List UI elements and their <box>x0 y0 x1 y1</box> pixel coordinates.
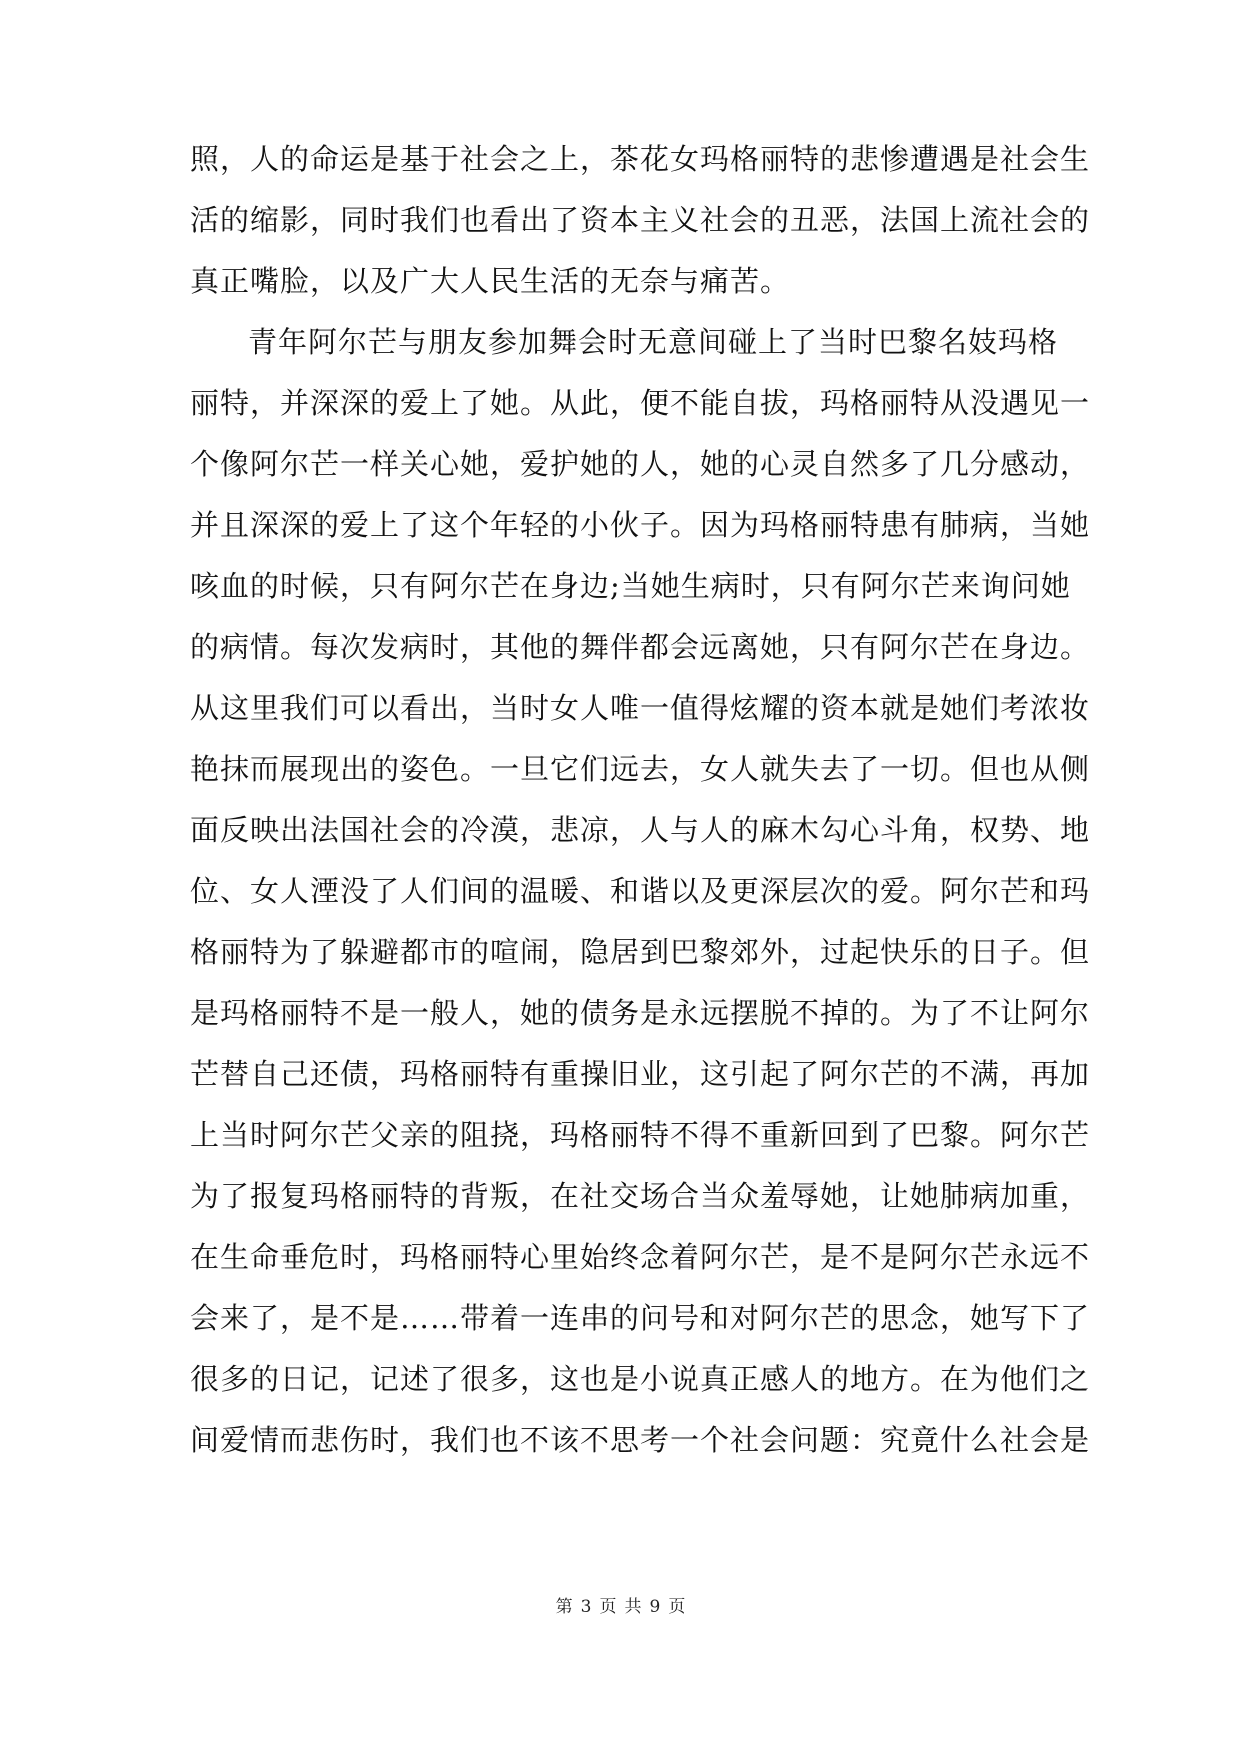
text-line: 很多的日记，记述了很多，这也是小说真正感人的地方。在为他们之 <box>190 1362 1091 1396</box>
text-line: 会来了，是不是……带着一连串的问号和对阿尔芒的思念，她写下了 <box>190 1301 1091 1335</box>
text-line: 青年阿尔芒与朋友参加舞会时无意间碰上了当时巴黎名妓玛格 <box>248 325 1059 359</box>
page-footer <box>0 1596 1241 1618</box>
text-line: 真正嘴脸，以及广大人民生活的无奈与痛苦。 <box>190 264 791 298</box>
text-line: 活的缩影，同时我们也看出了资本主义社会的丑恶，法国上流社会的 <box>190 203 1091 237</box>
current-page-number: 3 <box>580 1597 592 1617</box>
footer-total-word: 共 <box>624 1597 642 1617</box>
text-line: 是玛格丽特不是一般人，她的债务是永远摆脱不掉的。为了不让阿尔 <box>190 996 1091 1030</box>
text-line: 面反映出法国社会的冷漠，悲凉，人与人的麻木勾心斗角，权势、地 <box>190 813 1091 847</box>
footer-prefix: 第 <box>555 1597 573 1617</box>
text-line: 艳抹而展现出的姿色。一旦它们远去，女人就失去了一切。但也从侧 <box>190 752 1091 786</box>
text-line: 芒替自己还债，玛格丽特有重操旧业，这引起了阿尔芒的不满，再加 <box>190 1057 1091 1091</box>
total-pages-number: 9 <box>649 1597 661 1617</box>
text-line: 上当时阿尔芒父亲的阻挠，玛格丽特不得不重新回到了巴黎。阿尔芒 <box>190 1118 1091 1152</box>
text-line: 并且深深的爱上了这个年轻的小伙子。因为玛格丽特患有肺病，当她 <box>190 508 1091 542</box>
text-line: 丽特，并深深的爱上了她。从此，便不能自拔，玛格丽特从没遇见一 <box>190 386 1091 420</box>
text-line: 格丽特为了躲避都市的喧闹，隐居到巴黎郊外，过起快乐的日子。但 <box>190 935 1091 969</box>
text-line: 从这里我们可以看出，当时女人唯一值得炫耀的资本就是她们考浓妆 <box>190 691 1091 725</box>
text-line: 个像阿尔芒一样关心她，爱护她的人，她的心灵自然多了几分感动， <box>190 447 1091 481</box>
text-line: 为了报复玛格丽特的背叛，在社交场合当众羞辱她，让她肺病加重， <box>190 1179 1091 1213</box>
text-line: 在生命垂危时，玛格丽特心里始终念着阿尔芒，是不是阿尔芒永远不 <box>190 1240 1091 1274</box>
footer-page-word: 页 <box>599 1597 617 1617</box>
text-line: 咳血的时候，只有阿尔芒在身边;当她生病时，只有阿尔芒来询问她 <box>190 569 1071 603</box>
footer-suffix: 页 <box>668 1597 686 1617</box>
text-line: 间爱情而悲伤时，我们也不该不思考一个社会问题：究竟什么社会是 <box>190 1423 1091 1457</box>
text-line: 的病情。每次发病时，其他的舞伴都会远离她，只有阿尔芒在身边。 <box>190 630 1091 664</box>
text-line: 位、女人湮没了人们间的温暖、和谐以及更深层次的爱。阿尔芒和玛 <box>190 874 1091 908</box>
text-line: 照，人的命运是基于社会之上，茶花女玛格丽特的悲惨遭遇是社会生 <box>190 142 1091 176</box>
